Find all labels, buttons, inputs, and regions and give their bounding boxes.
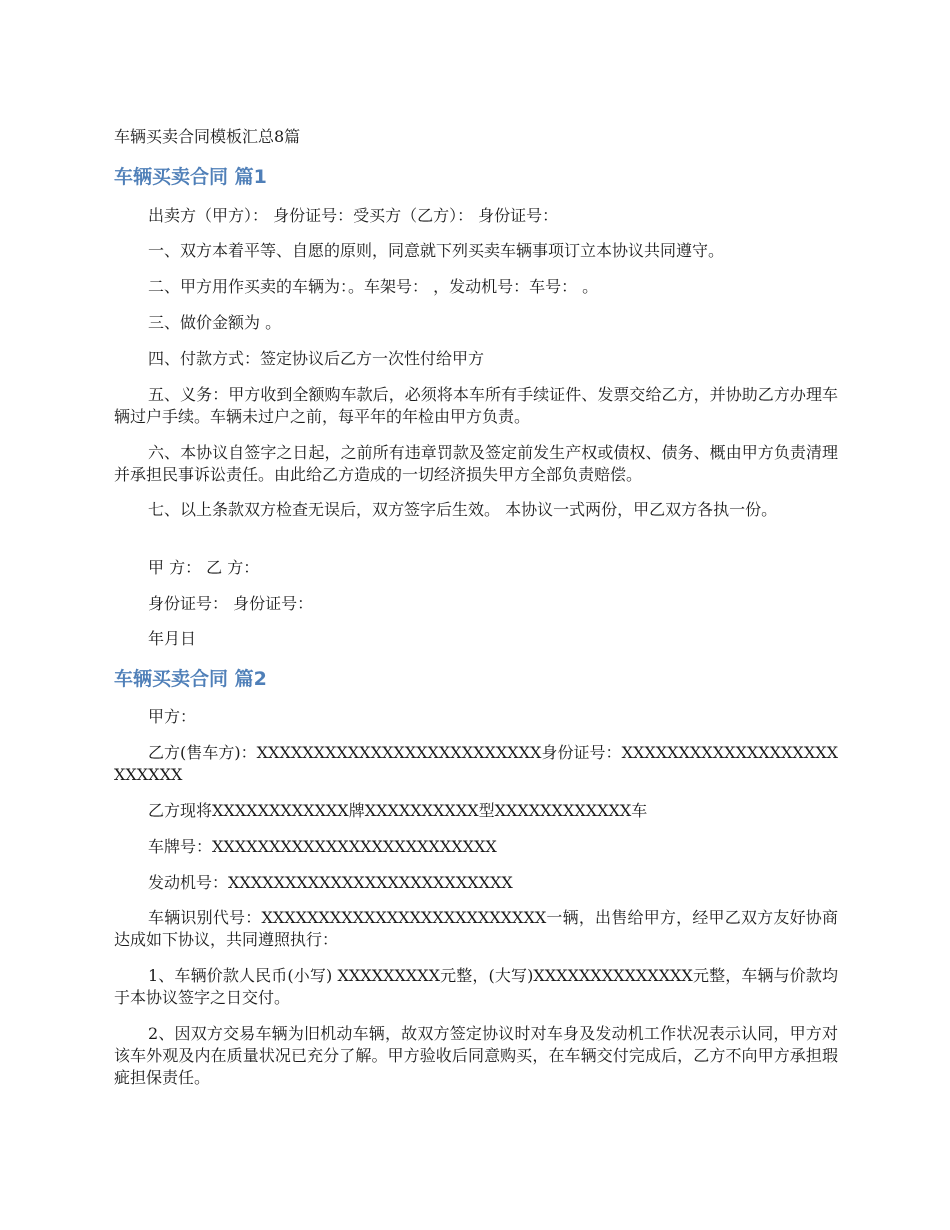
paragraph: 七、以上条款双方检查无误后，双方签字后生效。 本协议一式两份，甲乙双方各执一份。 <box>148 500 778 519</box>
paragraph: 2、因双方交易车辆为旧机动车辆，故双方签定协议时对车身及发动机工作状况表示认同，甲方对该车外观及内在质量状况已充分了解。甲方验收后同意购买，在车辆交付完成后，乙方不向甲方承担瑕疵担保责任。 <box>114 1024 838 1087</box>
section-heading-1: 车辆买卖合同 篇1 <box>114 166 267 188</box>
paragraph: 六、本协议自签字之日起，之前所有违章罚款及签定前发生产权或债权、债务、概由甲方负责清理并承担民事诉讼责任。由此给乙方造成的一切经济损失甲方全部负责赔偿。 <box>114 443 838 484</box>
paragraph: 甲方： <box>148 707 197 726</box>
paragraph: 五、义务：甲方收到全额购车款后，必须将本车所有手续证件、发票交给乙方，并协助乙方办理车辆过户手续。车辆未过户之前，每平年的年检由甲方负责。 <box>114 385 838 426</box>
paragraph: 三、做价金额为 。 <box>148 313 282 332</box>
paragraph: 出卖方（甲方）： 身份证号：受买方（乙方）： 身份证号： <box>148 206 559 225</box>
paragraph: 发动机号：XXXXXXXXXXXXXXXXXXXXXXXXX <box>148 873 513 892</box>
section-heading-2: 车辆买卖合同 篇2 <box>114 668 267 690</box>
paragraph: 车辆识别代号：XXXXXXXXXXXXXXXXXXXXXXXXX一辆，出售给甲方，经甲乙双方友好协商达成如下协议，共同遵照执行： <box>114 908 838 949</box>
signature-line: 甲 方： 乙 方： <box>148 558 260 577</box>
paragraph: 四、付款方式：签定协议后乙方一次性付给甲方 <box>148 349 485 368</box>
id-number-line: 身份证号： 身份证号： <box>148 594 314 613</box>
date-line: 年月日 <box>148 629 197 648</box>
paragraph: 一、双方本着平等、自愿的原则，同意就下列买卖车辆事项订立本协议共同遵守。 <box>148 241 725 260</box>
paragraph: 1、车辆价款人民币(小写) XXXXXXXXX元整，(大写)XXXXXXXXXXXXXX元整，车辆与价款均于本协议签字之日交付。 <box>114 966 838 1007</box>
paragraph: 车牌号：XXXXXXXXXXXXXXXXXXXXXXXXX <box>148 837 497 856</box>
paragraph: 乙方(售车方)：XXXXXXXXXXXXXXXXXXXXXXXXX身份证号：XXXXXXXXXXXXXXXXXXXXXXXXX <box>114 743 838 784</box>
document-title: 车辆买卖合同模板汇总8篇 <box>114 127 301 146</box>
paragraph: 二、甲方用作买卖的车辆为：。车架号： ，发动机号：车号： 。 <box>148 277 599 296</box>
paragraph: 乙方现将XXXXXXXXXXXX牌XXXXXXXXXX型XXXXXXXXXXXX车 <box>148 801 648 820</box>
